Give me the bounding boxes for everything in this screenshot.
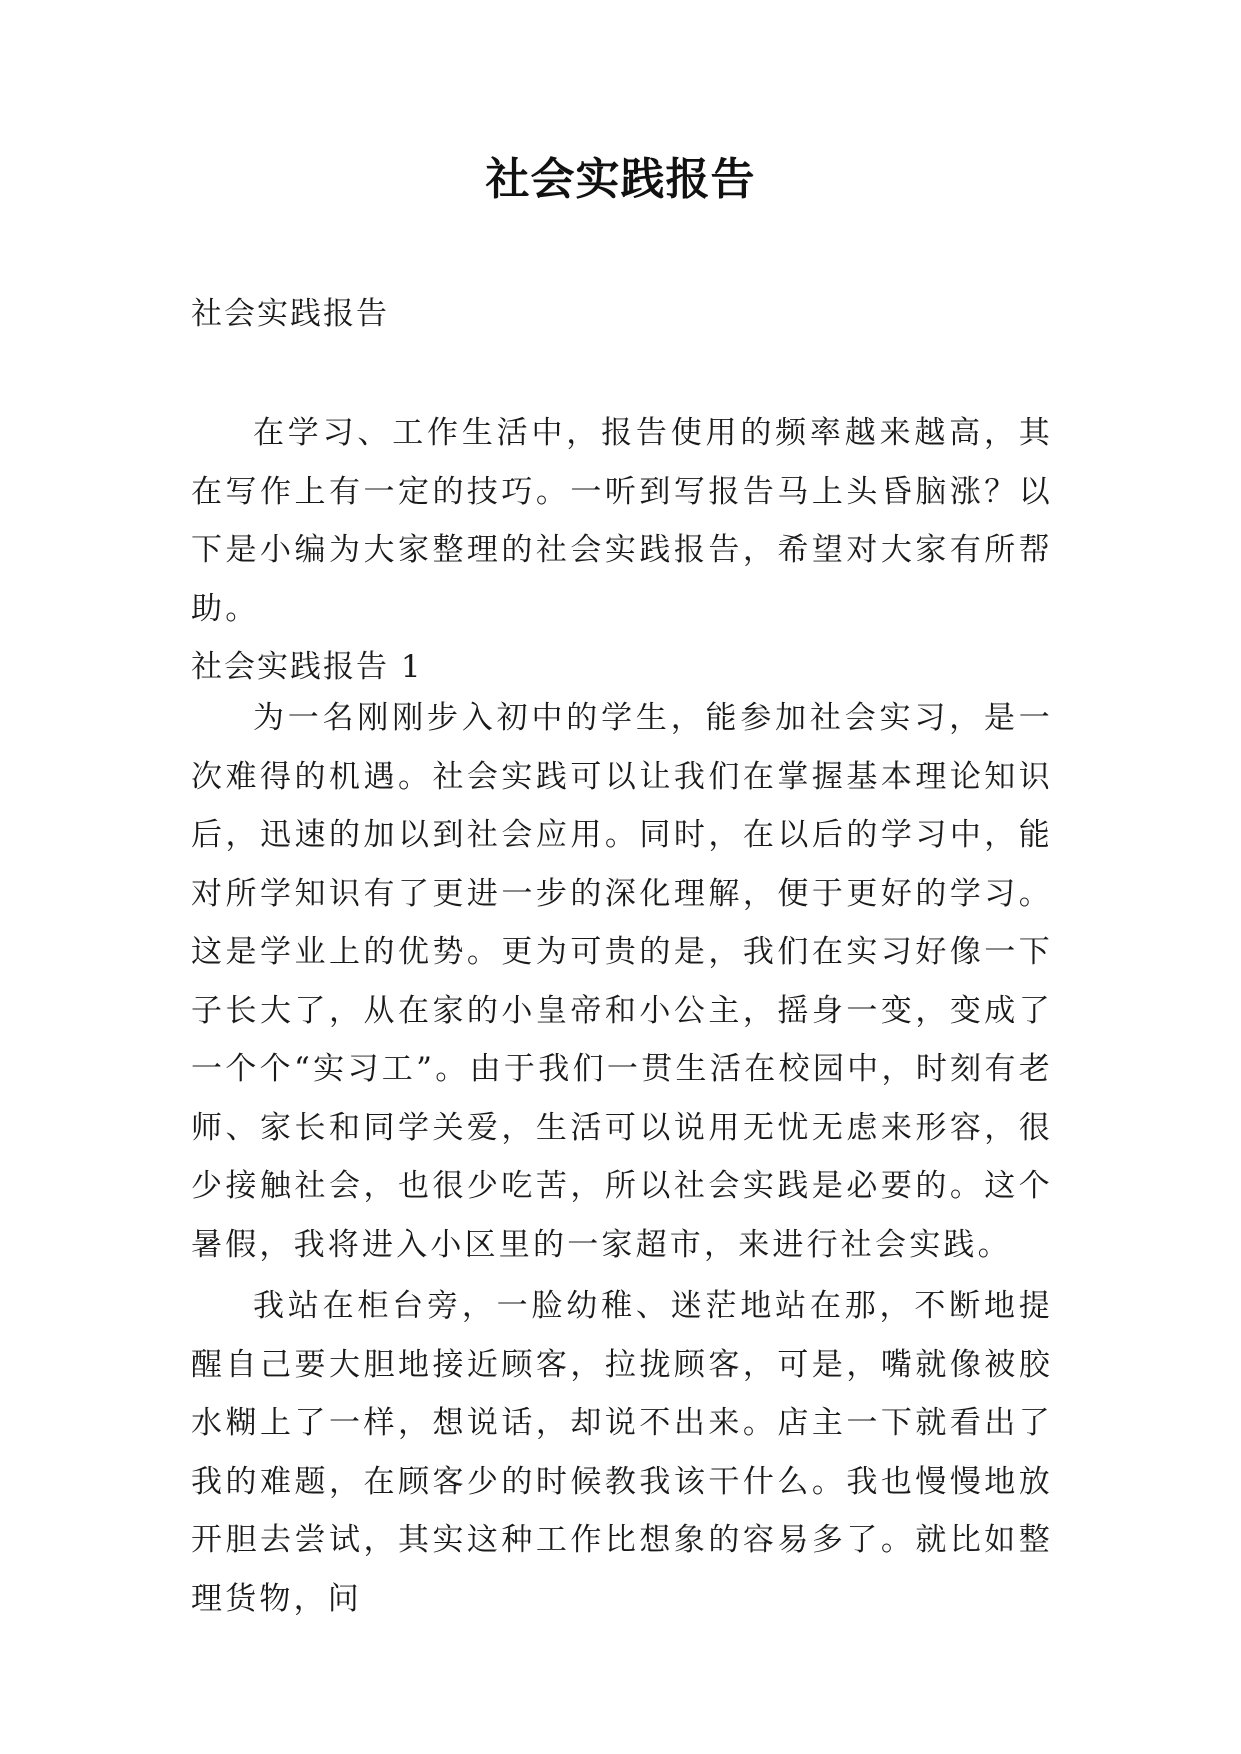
document-subtitle: 社会实践报告 — [191, 296, 389, 332]
intro-text: 在学习、工作生活中，报告使用的频率越来越高，其在写作上有一定的技巧。一听到写报告马上头昏脑涨？以下是小编为大家整理的社会实践报告，希望对大家有所帮助。 — [191, 415, 1053, 627]
section-heading: 社会实践报告 1 — [191, 649, 423, 685]
body-paragraph-2 — [191, 1277, 1053, 1628]
paragraph-text: 我站在柜台旁，一脸幼稚、迷茫地站在那，不断地提醒自己要大胆地接近顾客，拉拢顾客，可是，嘴就像被胶水糊上了一样，想说话，却说不出来。店主一下就看出了我的难题，在顾客少的时候教我该干什么。我也慢慢地放开胆去尝试，其实这种工作比想象的容易多了。就比如整理货物，问 — [191, 1288, 1053, 1617]
paragraph-text: 为一名刚刚步入初中的学生，能参加社会实习，是一次难得的机遇。社会实践可以让我们在掌握基本理论知识后，迅速的加以到社会应用。同时，在以后的学习中，能对所学知识有了更进一步的深化理解，便于更好的学习。这是学业上的优势。更为可贵的是，我们在实习好像一下子长大了，从在家的小皇帝和小公主，摇身一变，变成了一个个“实习工”。由于我们一贯生活在校园中，时刻有老师、家长和同学关爱，生活可以说用无忧无虑来形容，很少接触社会，也很少吃苦，所以社会实践是必要的。这个暑假，我将进入小区里的一家超市，来进行社会实践。 — [191, 700, 1053, 1263]
intro-paragraph — [191, 404, 1053, 638]
document-title: 社会实践报告 — [485, 154, 756, 205]
body-paragraph-1 — [191, 689, 1053, 1274]
